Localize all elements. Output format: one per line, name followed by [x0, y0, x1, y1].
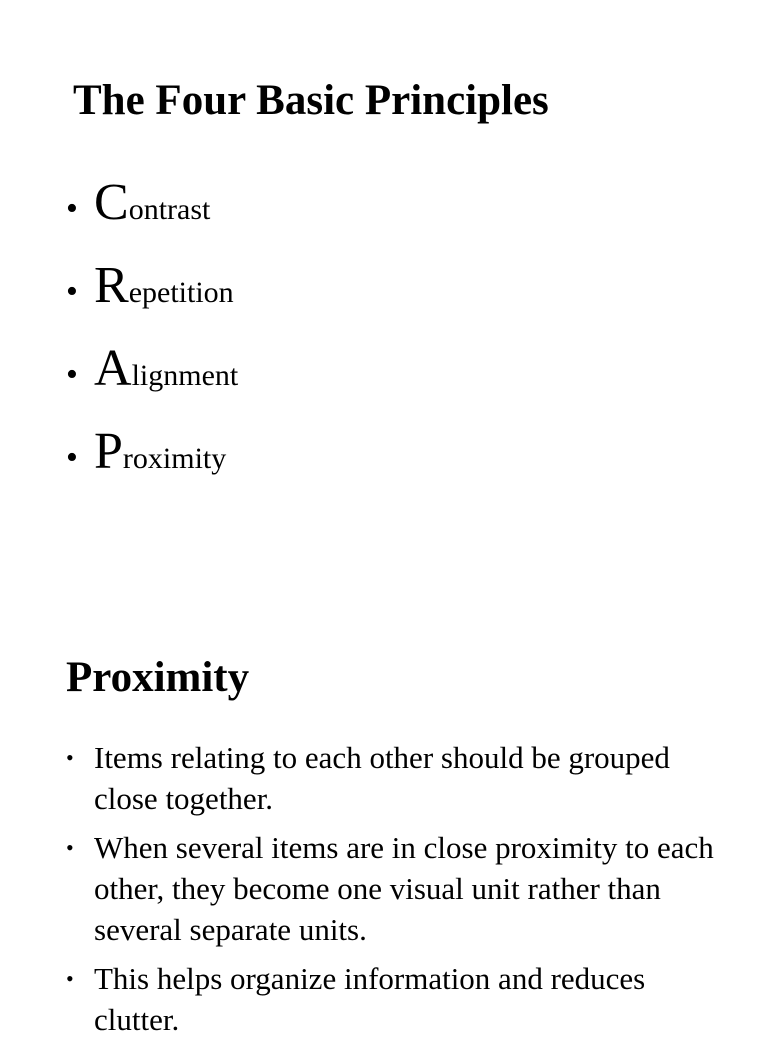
- principle-rest: lignment: [131, 359, 239, 392]
- list-item-text: This helps organize information and reduces clutter.: [94, 961, 646, 1037]
- principle-repetition: [66, 251, 238, 334]
- bullet-icon: •: [66, 356, 78, 393]
- bullet-icon: •: [66, 190, 78, 227]
- principle-initial: R: [94, 257, 129, 314]
- principle-initial: C: [94, 174, 129, 231]
- proximity-points-list: [66, 737, 726, 1048]
- list-item-text: Items relating to each other should be grouped close together.: [94, 740, 670, 816]
- list-item: [66, 737, 726, 819]
- list-item: [66, 827, 726, 950]
- section-title: Proximity: [66, 654, 250, 701]
- bullet-icon: •: [66, 273, 78, 310]
- slide-title: The Four Basic Principles: [73, 77, 549, 124]
- principle-rest: ontrast: [128, 193, 211, 226]
- principle-contrast: [66, 168, 238, 251]
- bullet-icon: •: [66, 835, 74, 860]
- principle-alignment: [66, 334, 238, 417]
- list-item-text: When several items are in close proximity to each other, they become one visual unit rather than several separate units.: [94, 830, 714, 947]
- principle-initial: P: [94, 423, 123, 480]
- principles-list: [66, 168, 238, 500]
- list-item: [66, 958, 726, 1040]
- principle-rest: roximity: [122, 442, 227, 475]
- principle-proximity: [66, 417, 238, 500]
- bullet-icon: •: [66, 966, 74, 991]
- bullet-icon: •: [66, 745, 74, 770]
- principle-initial: A: [94, 340, 132, 397]
- principle-rest: epetition: [128, 276, 234, 309]
- bullet-icon: •: [66, 439, 78, 476]
